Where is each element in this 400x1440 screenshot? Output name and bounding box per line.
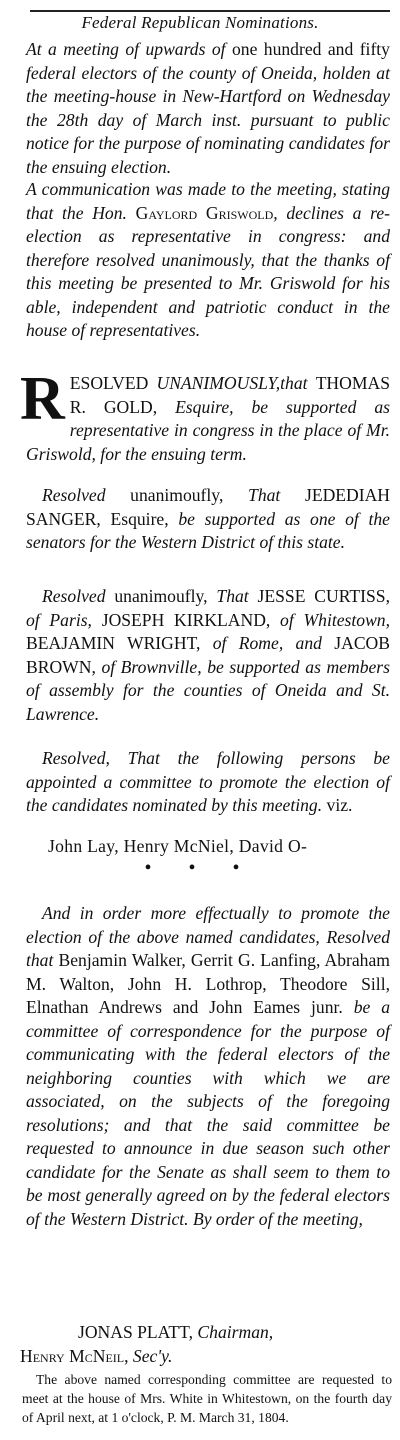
brown-name: JACOB BROWN,	[26, 633, 390, 677]
kirkland-place: of Whitestown,	[270, 609, 390, 630]
resolved-label: Resolved	[42, 586, 106, 606]
that-word: That	[216, 586, 258, 606]
curtiss-name: JESSE CURTISS,	[257, 586, 390, 606]
communication-text-1: A communication was made to the meeting, stating that the Hon.	[26, 179, 390, 223]
unanimously-text: unanimoufly,	[105, 586, 217, 606]
secretary-signature	[20, 1346, 172, 1367]
meeting-text-4: federal electors of the county of Oneida, holden at the meeting-house in New-Hartford on Wednesday the 28th day of March inst. pursuant to public notice for the purpose of nominating candidates for the ensuing election.	[26, 62, 390, 177]
chairman-signature	[78, 1322, 273, 1343]
esquire-word: Esquire,	[157, 396, 234, 417]
that-word: That	[248, 485, 305, 505]
gold-text: be supported as representative in congress in the place of Mr. Griswold, for the ensuing term.	[26, 396, 390, 464]
meeting-text-1: At a meeting of upwards of	[26, 39, 232, 59]
meeting-text-2: one hundred	[231, 39, 322, 59]
brown-place: of Brownville, be supported as members of assembly for the counties of Oneida and St. Lawrence.	[26, 656, 390, 724]
chairman-name: JONAS PLATT,	[78, 1322, 194, 1342]
communication-paragraph	[26, 178, 390, 343]
committee-resolution	[26, 747, 390, 818]
esquire-word: Esquire,	[100, 508, 179, 529]
correspondence-text-2: be a committee of correspondence for the purpose of communicating with the federal electors of the neighboring counties with which we are associated, on the subjects of the foregoing resolutions; and that the said committee be requested to announce in due season such other candidate for the Senate as shall seem to them to be most generally agreed on by the federal electors of the Western District.	[26, 997, 390, 1229]
resolved-label: Resolved	[42, 485, 106, 505]
drop-cap: R	[20, 365, 65, 433]
sanger-text: be supported as one of the senators for the Western District of this state.	[26, 508, 390, 552]
gold-resolution	[20, 365, 390, 466]
sanger-name: JEDEDIAH SANGER,	[26, 485, 390, 529]
committee-text: Resolved, That the following persons be appointed a committee to promote the election of the candidates nominated by this meeting.	[26, 748, 390, 815]
communication-text-2: , declines a re-election as representative in congress: and therefore resolved unanimously, that the thanks of this meeting be presented to Mr. Griswold for his able, independent and patriotic conduct in the house of representatives.	[26, 202, 390, 340]
griswold-name: Gaylord Griswold	[135, 202, 274, 223]
unanimously-word: UNANIMOUSLY,	[156, 373, 281, 393]
resolved-word: ESOLVED	[69, 373, 157, 393]
sanger-resolution	[26, 484, 390, 555]
meeting-paragraph	[26, 38, 390, 179]
wright-name: BEAJAMIN WRIGHT,	[26, 633, 201, 653]
gold-name: THOMAS R. GOLD,	[69, 373, 390, 417]
heading: Federal Republican Nominations.	[81, 13, 319, 32]
assembly-resolution	[26, 585, 390, 726]
meeting-text-3: and fifty	[321, 39, 390, 59]
correspondence-text-1: And in order more effectually to promote the election of the above named candidates, Resolved that	[26, 903, 390, 970]
curtiss-place: of Paris,	[26, 609, 102, 630]
secretary-name: Henry McNeil,	[20, 1346, 129, 1366]
that-word: that	[280, 373, 316, 393]
viz-word: viz.	[326, 795, 353, 815]
by-order-text: By order of the meeting,	[188, 1208, 363, 1229]
correspondence-paragraph	[26, 902, 390, 1231]
chairman-title: Chairman,	[193, 1322, 274, 1342]
notice-text: The above named corresponding committee are requested to meet at the house of Mrs. White in Whitestown, on the fourth day of April next, at 1 o'clock, P. M. March 31, 1804.	[22, 1372, 392, 1425]
meeting-notice	[22, 1370, 392, 1427]
unanimously-text: unanimoufly,	[105, 485, 249, 505]
committee-names: John Lay, Henry McNiel, David O-	[48, 836, 308, 856]
ellipsis-dots: • • •	[144, 857, 256, 879]
correspondence-names: Benjamin Walker, Gerrit G. Lanfing, Abraham M. Walton, John H. Lothrop, Theodore Sill, Elnathan Andrews and John Eames junr.	[26, 950, 390, 1017]
kirkland-name: JOSEPH KIRKLAND,	[101, 609, 271, 630]
secretary-title: Sec'y.	[128, 1346, 173, 1366]
wright-place: of Rome, and	[200, 633, 335, 653]
top-rule	[30, 10, 390, 12]
